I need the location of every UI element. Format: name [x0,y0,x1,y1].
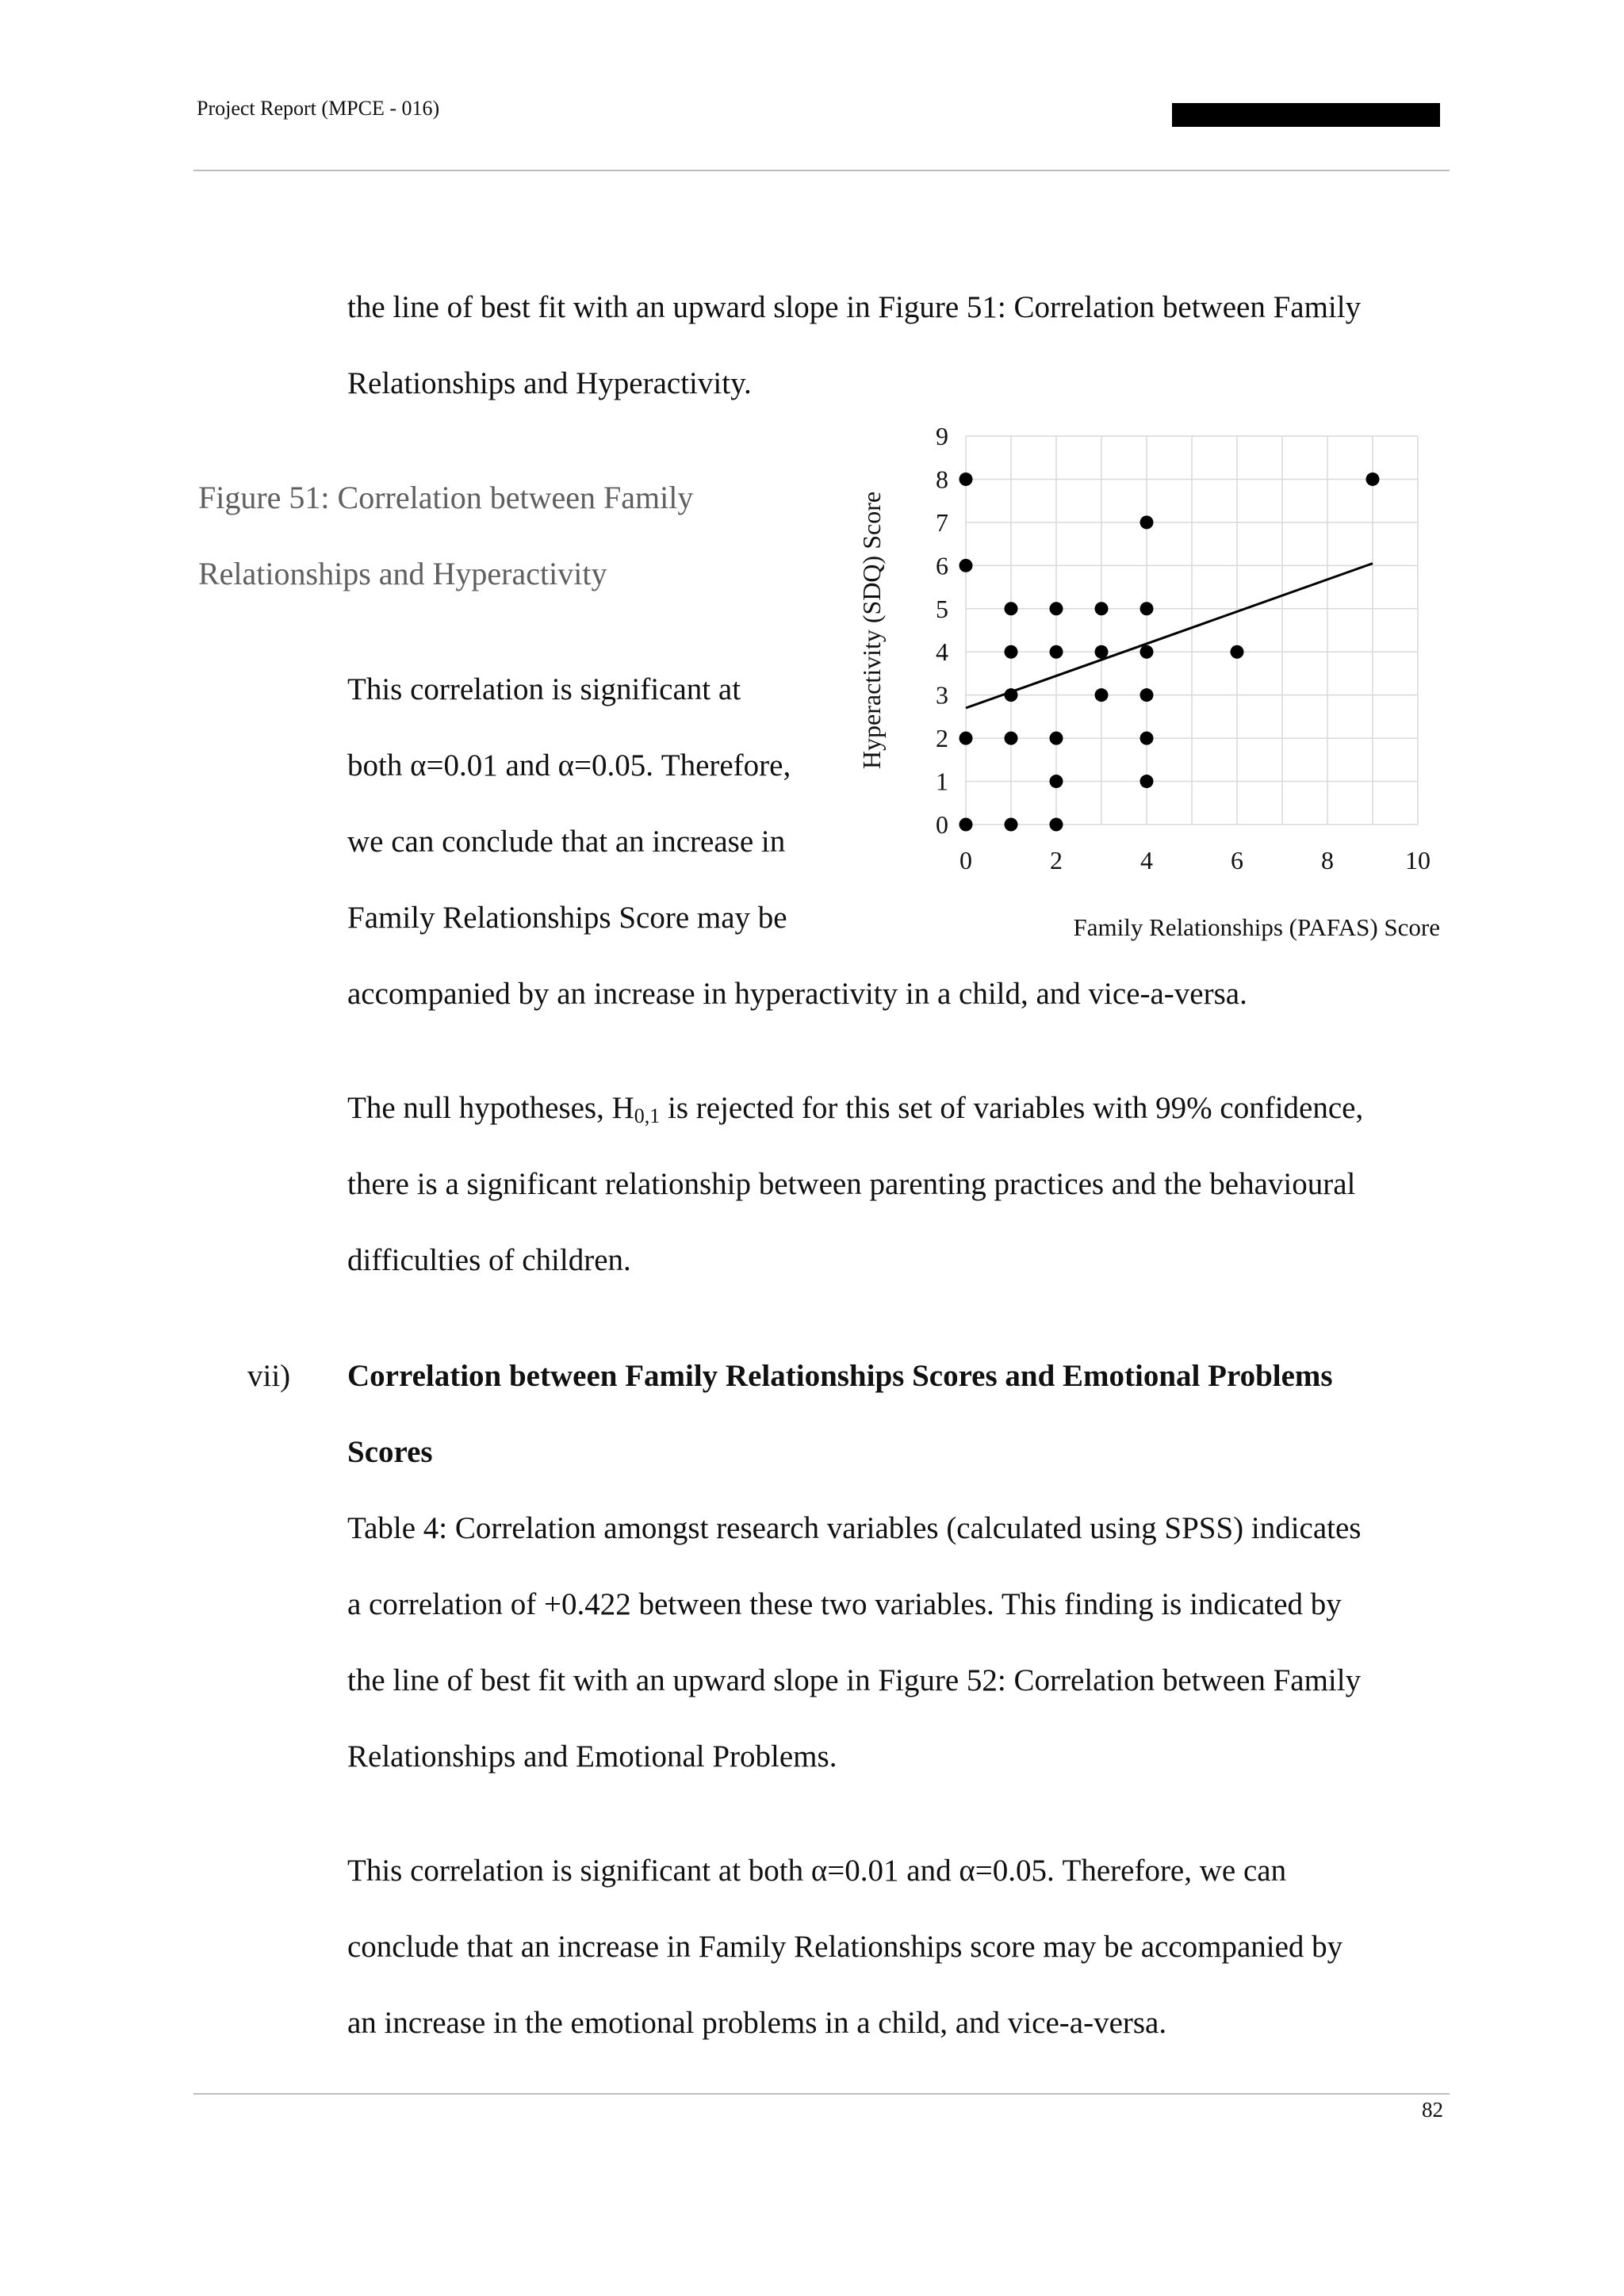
null-hypothesis-text-rest: is rejected for this set of variables with 99% confidence, [660,1091,1364,1125]
data-point [1140,688,1154,702]
y-tick-label: 0 [936,810,948,839]
y-tick-label: 4 [936,637,948,667]
side-text-line: both α=0.01 and α=0.05. Therefore, [347,748,791,783]
side-text-line: Family Relationships Score may be [347,901,787,935]
data-point [1095,602,1109,615]
y-tick-label: 2 [936,724,948,753]
trendline [966,564,1373,708]
data-point [1050,645,1063,659]
data-point [1050,775,1063,788]
hypothesis-subscript: 0,1 [634,1104,661,1127]
data-point [959,559,973,572]
section-heading: Correlation between Family Relationships Scores and Emotional Problems [347,1359,1333,1393]
header-rule [193,170,1450,171]
data-point [1050,602,1063,615]
section-number: vii) [247,1359,291,1393]
paragraph-line: a correlation of +0.422 between these two variables. This finding is indicated by [347,1587,1342,1621]
paragraph-line: accompanied by an increase in hyperactivity in a child, and vice-a-versa. [347,977,1247,1011]
x-tick-label: 6 [1231,846,1243,874]
y-tick-label: 1 [936,767,948,796]
data-point [1140,515,1154,529]
figure-caption: Relationships and Hyperactivity [198,556,607,591]
data-point [1050,732,1063,745]
x-tick-label: 10 [1405,846,1431,874]
page-number: 82 [1422,2098,1443,2122]
x-tick-label: 2 [1050,846,1063,874]
data-point [1005,732,1018,745]
paragraph-line: the line of best fit with an upward slope in Figure 52: Correlation between Family [347,1663,1362,1697]
paragraph-line: conclude that an increase in Family Relationships score may be accompanied by [347,1930,1343,1964]
scatter-chart [848,412,1467,967]
section-heading: Scores [347,1435,433,1469]
paragraph-line: Table 4: Correlation amongst research variables (calculated using SPSS) indicates [347,1511,1362,1545]
y-tick-label: 6 [936,551,948,580]
report-header-title: Project Report (MPCE - 016) [197,97,440,120]
data-point [1140,645,1154,659]
data-point [1231,645,1244,659]
y-tick-label: 3 [936,680,948,710]
paragraph-line: difficulties of children. [347,1243,631,1277]
paragraph-line: an increase in the emotional problems in a child, and vice-a-versa. [347,2006,1167,2040]
x-axis-title: Family Relationships (PAFAS) Score [1073,913,1440,941]
data-point [1140,775,1154,788]
paragraph-line: there is a significant relationship between parenting practices and the behavioural [347,1167,1356,1201]
paragraph-line: Relationships and Hyperactivity. [347,366,752,400]
data-point [1095,645,1109,659]
y-axis-title: Hyperactivity (SDQ) Score [857,491,886,770]
y-tick-label: 9 [936,422,948,450]
x-tick-label: 4 [1140,846,1153,874]
null-hypothesis-text: The null hypotheses, H [347,1091,634,1125]
paragraph-line: the line of best fit with an upward slope in Figure 51: Correlation between Family [347,290,1362,324]
data-point [1095,688,1109,702]
data-point [1140,602,1154,615]
side-text-line: This correlation is significant at [347,672,741,706]
paragraph-line [347,1089,1363,1127]
x-tick-label: 0 [959,846,972,874]
redacted-block [1172,103,1440,127]
y-tick-label: 5 [936,594,948,623]
data-point [1005,688,1018,702]
y-tick-label: 8 [936,465,948,494]
data-point [1005,602,1018,615]
footer-rule [193,2093,1450,2095]
data-point [959,473,973,486]
data-point [959,818,973,832]
data-point [1140,732,1154,745]
data-point [1005,818,1018,832]
x-tick-label: 8 [1321,846,1334,874]
data-point [1005,645,1018,659]
data-point [1050,818,1063,832]
data-point [1366,473,1380,486]
side-text-line: we can conclude that an increase in [347,825,786,859]
paragraph-line: Relationships and Emotional Problems. [347,1739,837,1774]
paragraph-line: This correlation is significant at both α=0.01 and α=0.05. Therefore, we can [347,1854,1287,1888]
figure-caption: Figure 51: Correlation between Family [198,480,694,515]
y-tick-label: 7 [936,507,948,537]
data-point [959,732,973,745]
